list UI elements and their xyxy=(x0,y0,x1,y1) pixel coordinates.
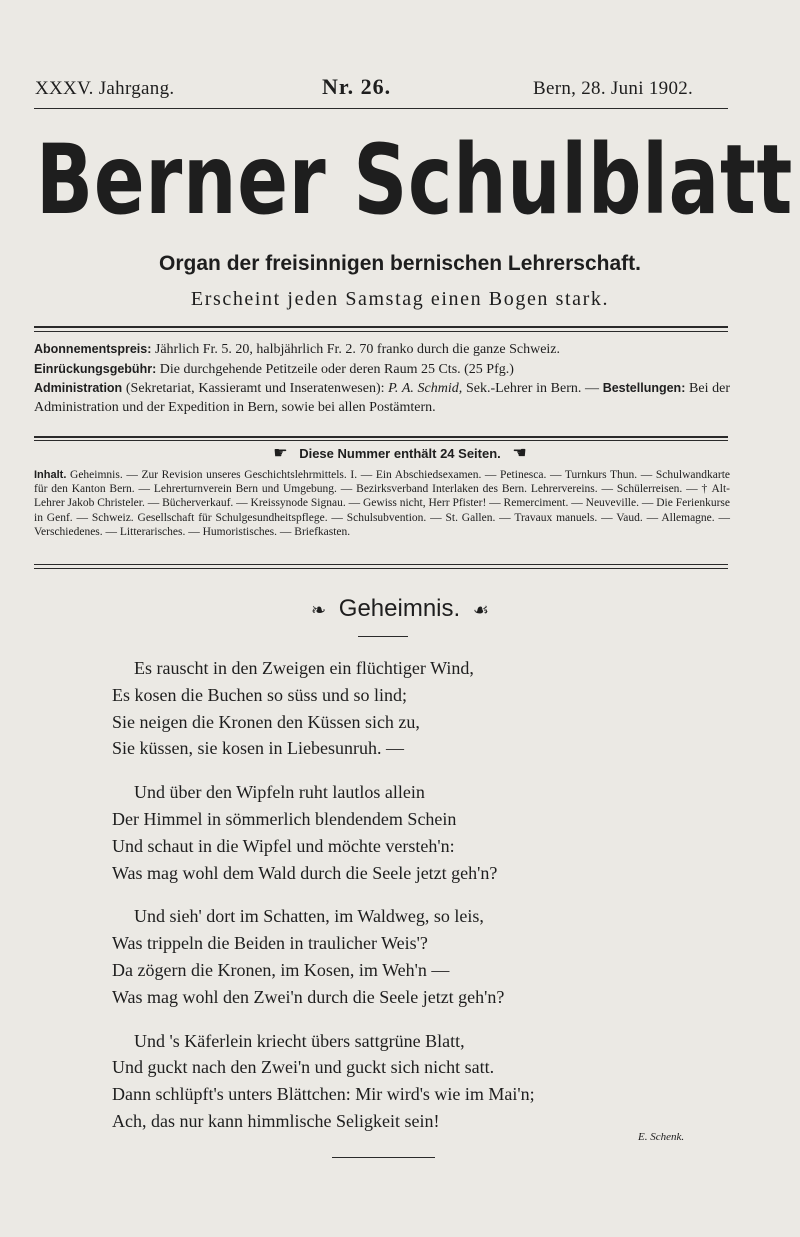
administration-label: Administration xyxy=(34,381,123,395)
publication-frequency: Erscheint jeden Samstag einen Bogen stark. xyxy=(190,288,610,310)
end-rule xyxy=(332,1157,435,1158)
poem-stanza xyxy=(112,779,535,886)
masthead-title: Berner Schulblatt xyxy=(36,124,794,236)
poem-title-text: Geheimnis. xyxy=(338,595,461,622)
double-rule-2-top xyxy=(34,436,728,438)
poem-line: Was mag wohl dem Wald durch die Seele jetzt geh'n? xyxy=(112,862,498,883)
poem-title xyxy=(0,595,800,623)
floral-ornament-right-icon: ☙ xyxy=(472,600,489,620)
volume-label: XXXV. Jahrgang. xyxy=(35,78,175,99)
administration-text: (Sekretariat, Kassieramt und Inseratenwesen): xyxy=(125,381,385,396)
issue-number: Nr. 26. xyxy=(322,74,392,99)
issue-note-text: Diese Nummer enthält 24 Seiten. xyxy=(299,446,501,461)
poem-line: Was trippeln die Beiden in traulicher Weis'? xyxy=(112,933,428,954)
insertion-label: Einrückungsgebühr: xyxy=(34,361,157,376)
orders-text: Bei der Administration und der Expedition in Bern, sowie bei allen Postämtern. xyxy=(34,381,731,415)
double-rule-top xyxy=(34,326,728,328)
title-rule xyxy=(358,636,408,637)
poem-author: E. Schenk. xyxy=(638,1131,685,1143)
poem-line: Und über den Wipfeln ruht lautlos allein xyxy=(134,782,425,803)
poem-line: Es kosen die Buchen so süss und so lind; xyxy=(112,684,407,705)
floral-ornament-left-icon: ❧ xyxy=(311,600,327,620)
insertion-text: Die durchgehende Petitzeile oder deren Raum 25 Cts. (25 Pfg.) xyxy=(159,361,514,377)
contents-rule-top xyxy=(34,564,728,565)
poem-line: Und guckt nach den Zwei'n und guckt sich nicht satt. xyxy=(112,1057,495,1078)
subscription-info xyxy=(34,340,730,417)
administration-rest: Sek.-Lehrer in Bern. — xyxy=(465,381,600,396)
orders-label: Bestellungen: xyxy=(602,381,686,395)
issue-note xyxy=(0,443,800,462)
poem-line: Der Himmel in sömmerlich blendendem Schein xyxy=(112,808,457,829)
abo-label: Abonnementspreis: xyxy=(34,342,152,356)
poem-line: Und 's Käferlein kriecht übers sattgrüne Blatt, xyxy=(134,1030,465,1051)
administration-name: P. A. Schmid, xyxy=(388,381,463,396)
poem-line: Was mag wohl den Zwei'n durch die Seele jetzt geh'n? xyxy=(112,986,505,1007)
contents-text: Geheimnis. — Zur Revision unseres Geschichtslehrmittels. I. — Ein Abschiedsexamen. — Petinesca. — Turnkurs Thun. — Schulwandkarte für den Kanton Bern. — Lehrerturnverein Bern und Umgebung. — Bezirksverband Interlaken des Bern. Lehrervereins. — Schülerreisen. — † Alt-Lehrer Jakob Christeler. — Bücherverkauf. — Kreissynode Signau. — Gewiss nicht, Herr Pfister! — Remerciment. — Neuveville. — Die Ferienkurse in Genf. — Schweiz. Gesellschaft für Schulgesundheitspflege. — Schulsubvention. — St. Gallen. — Travaux manuels. — Vaud. — Allemagne. — Verschiedenes. — Litterarisches. — Humoristisches. — Briefkasten. xyxy=(34,469,731,538)
header-rule xyxy=(34,108,728,109)
contents-label: Inhalt. xyxy=(34,469,67,481)
pointing-hand-left-icon: ☚ xyxy=(512,443,527,462)
poem-stanza xyxy=(112,903,535,1010)
poem-body xyxy=(112,655,535,1152)
poem-line: Und sieh' dort im Schatten, im Waldweg, so leis, xyxy=(134,906,484,927)
double-rule-bottom xyxy=(34,331,728,332)
poem-line: Sie neigen die Kronen den Küssen sich zu, xyxy=(112,711,420,732)
abo-text: Jährlich Fr. 5. 20, halbjährlich Fr. 2. 70 franko durch die ganze Schweiz. xyxy=(154,342,561,357)
poem-line: Und schaut in die Wipfel und möchte versteh'n: xyxy=(112,835,455,856)
poem-line: Sie küssen, sie kosen in Liebesunruh. — xyxy=(112,738,404,759)
poem-line: Es rauscht in den Zweigen ein flüchtiger Wind, xyxy=(134,658,474,678)
poem-line: Dann schlüpft's unters Blättchen: Mir wird's wie im Mai'n; xyxy=(112,1084,535,1105)
poem-line: Ach, das nur kann himmlische Seligkeit sein! xyxy=(112,1110,440,1131)
pointing-hand-right-icon: ☛ xyxy=(273,443,288,462)
double-rule-2-bottom xyxy=(34,440,728,441)
table-of-contents xyxy=(34,468,730,539)
poem-line: Da zögern die Kronen, im Kosen, im Weh'n — xyxy=(112,959,450,980)
contents-rule-bottom xyxy=(34,568,728,569)
poem-stanza xyxy=(112,655,535,762)
poem-stanza xyxy=(112,1028,535,1135)
place-date: Bern, 28. Juni 1902. xyxy=(533,78,694,99)
masthead-subtitle: Organ der freisinnigen bernischen Lehrerschaft. xyxy=(159,252,641,275)
